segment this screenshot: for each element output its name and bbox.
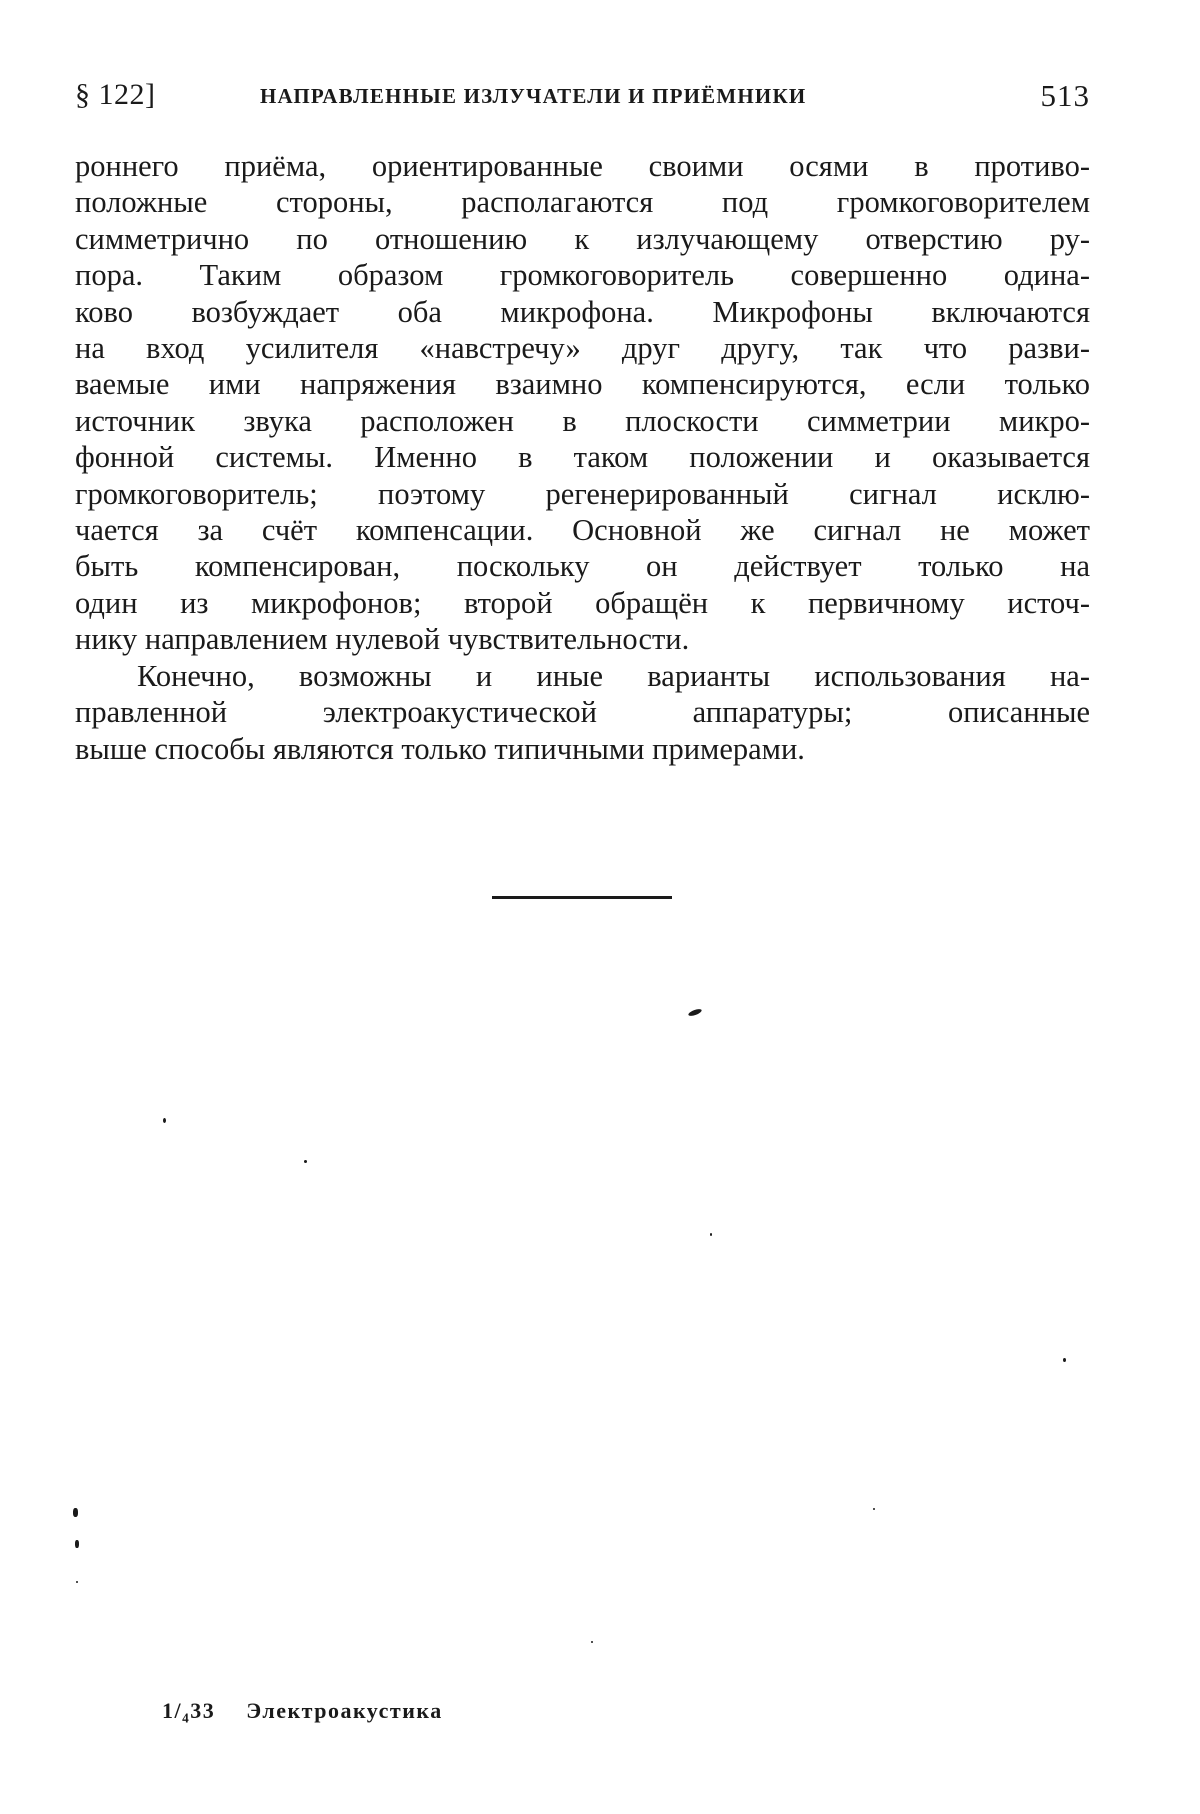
text-line: источник звука расположен в плоскости симметрии микро-	[75, 403, 1090, 438]
printer-signature	[162, 1698, 443, 1724]
scan-speck	[75, 1540, 79, 1548]
text-line: ваемые ими напряжения взаимно компенсируются, если только	[75, 367, 1090, 402]
scan-speck	[73, 1508, 78, 1517]
text-line: роннего приёма, ориентированные своими осями в противо-	[75, 149, 1090, 183]
text-line: на вход усилителя «навстречу» друг другу, так что разви-	[75, 331, 1090, 366]
signature-title: Электроакустика	[246, 1698, 443, 1723]
signature-number: 1/₄33	[162, 1698, 216, 1723]
scan-speck	[710, 1233, 712, 1236]
chapter-title: НАПРАВЛЕННЫЕ ИЗЛУЧАТЕЛИ И ПРИЁМНИКИ	[260, 84, 807, 108]
page-number: 513	[1040, 78, 1090, 113]
scan-speck	[873, 1508, 875, 1510]
text-line: симметрично по отношению к излучающему отверстию ру-	[75, 221, 1090, 256]
paragraph-2	[75, 658, 1090, 767]
text-line: Конечно, возможны и иные варианты использования на-	[137, 658, 1090, 693]
text-line: один из микрофонов; второй обращён к первичному источ-	[75, 585, 1090, 620]
text-line: быть компенсирован, поскольку он действует только на	[75, 549, 1090, 584]
scan-speck	[304, 1160, 307, 1163]
scan-speck	[688, 1008, 703, 1017]
body-text	[75, 148, 1090, 767]
paragraph-1	[75, 148, 1090, 658]
scan-speck	[1063, 1358, 1066, 1362]
text-line: чается за счёт компенсации. Основной же сигнал не может	[75, 513, 1090, 548]
text-line: правленной электроакустической аппаратуры; описанные	[75, 695, 1090, 730]
text-line: громкоговоритель; поэтому регенерированный сигнал исклю-	[75, 476, 1090, 511]
text-line: фонной системы. Именно в таком положении и оказывается	[75, 440, 1090, 475]
scan-speck	[163, 1118, 166, 1123]
running-head	[75, 78, 1090, 118]
text-line: нику направлением нулевой чувствительности.	[75, 622, 690, 657]
end-rule	[492, 896, 672, 899]
text-line: выше способы являются только типичными примерами.	[75, 731, 805, 766]
text-line: пора. Таким образом громкоговоритель совершенно одина-	[75, 258, 1090, 293]
scan-speck	[591, 1641, 593, 1643]
text-line: ково возбуждает оба микрофона. Микрофоны включаются	[75, 294, 1090, 329]
scan-speck	[76, 1581, 78, 1583]
section-number: § 122]	[75, 78, 156, 111]
text-line: положные стороны, располагаются под громкоговорителем	[75, 185, 1090, 220]
